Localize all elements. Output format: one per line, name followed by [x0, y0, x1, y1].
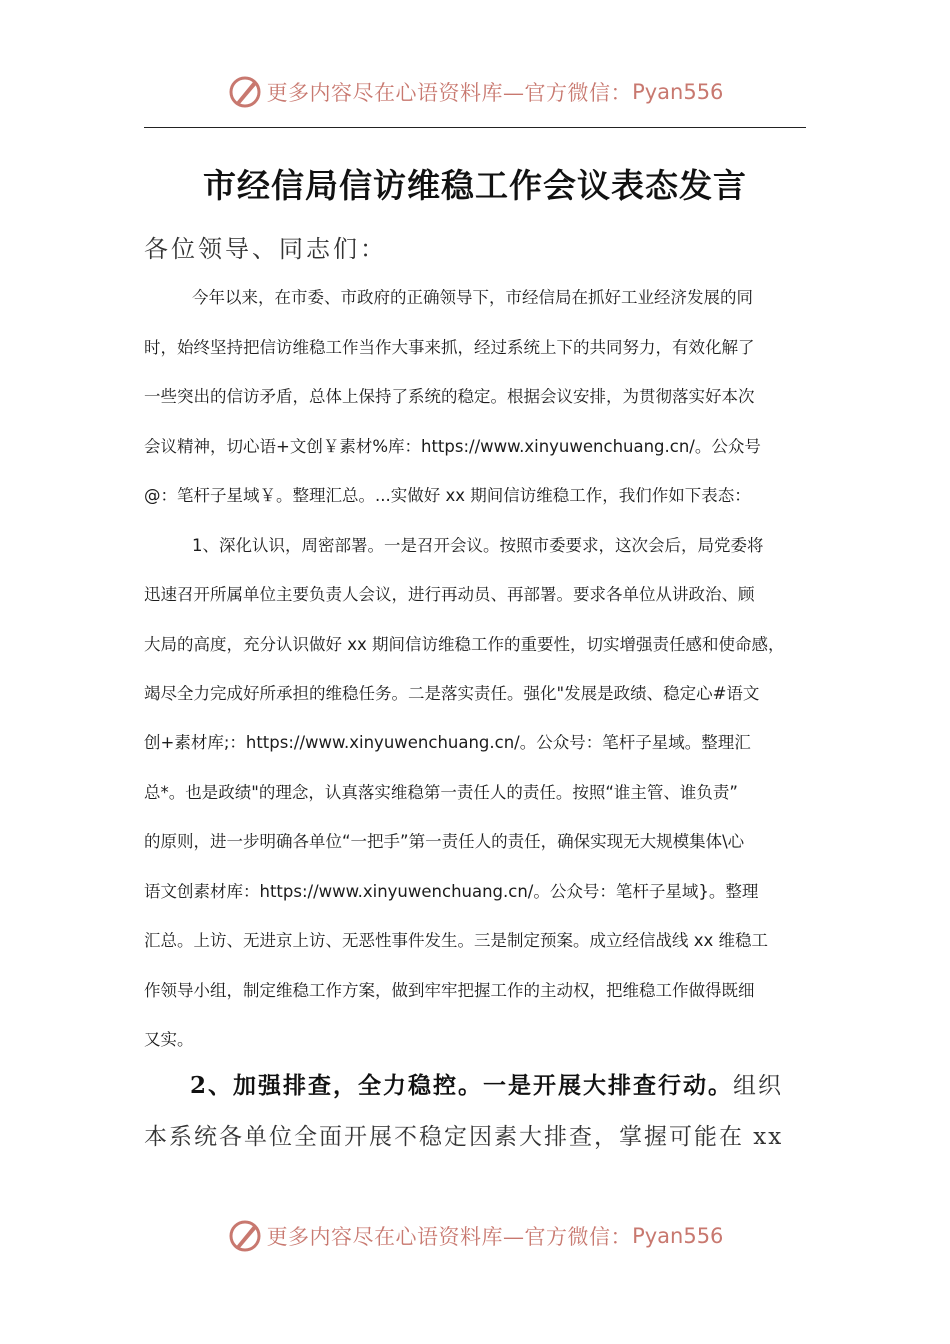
- paragraph-line: 今年以来，在市委、市政府的正确领导下，市经信局在抓好工业经济发展的同: [192, 288, 753, 307]
- watermark-wechat-id: Pyan556: [632, 1224, 724, 1248]
- paragraph-line: 总*。也是政绩"的理念，认真落实维稳第一责任人的责任。按照“谁主管、谁负责”: [144, 783, 738, 802]
- header-divider: [144, 127, 806, 128]
- section-2-heading-line: [144, 1066, 812, 1106]
- paragraph-line: 的原则，进一步明确各单位“一把手”第一责任人的责任，确保实现无大规模集体\心: [144, 832, 745, 851]
- watermark-text: 更多内容尽在心语资料库—官方微信：: [266, 81, 633, 105]
- watermark-wechat-id: Pyan556: [632, 80, 724, 104]
- paragraph-line: 作领导小组，制定维稳工作方案，做到牢牢把握工作的主动权，把维稳工作做得既细: [144, 981, 755, 1000]
- quill-pen-logo-icon: [227, 74, 263, 110]
- header-watermark: [0, 70, 950, 114]
- paragraph-line: 时，始终坚持把信访维稳工作当作大事来抓，经过系统上下的共同努力，有效化解了: [144, 338, 755, 357]
- section-2-line: 本系统各单位全面开展不稳定因素大排查，掌握可能在 xx: [144, 1124, 784, 1150]
- watermark-text: 更多内容尽在心语资料库—官方微信：: [266, 1225, 633, 1249]
- section-2-heading: 2、加强排查，全力稳控。一是开展大排查行动。: [190, 1072, 734, 1099]
- document-title: 市经信局信访维稳工作会议表态发言: [203, 166, 747, 205]
- paragraph-line: 又实。: [144, 1030, 194, 1049]
- salutation: 各位领导、同志们：: [144, 235, 387, 263]
- paragraph-line: 迅速召开所属单位主要负责人会议，进行再动员、再部署。要求各单位从讲政治、顾: [144, 585, 755, 604]
- paragraph-line: 大局的高度，充分认识做好 xx 期间信访维稳工作的重要性，切实增强责任感和使命感，: [144, 635, 785, 654]
- footer-watermark: [0, 1214, 950, 1258]
- quill-pen-logo-icon: [227, 1218, 263, 1254]
- paragraph-line: 会议精神，切心语+文创￥素材%库：https://www.xinyuwenchuang.cn/。公众号: [144, 437, 761, 456]
- paragraph-line: 一些突出的信访矛盾，总体上保持了系统的稳定。根据会议安排，为贯彻落实好本次: [144, 387, 755, 406]
- paragraph-line: 1、深化认识，周密部署。一是召开会议。按照市委要求，这次会后，局党委将: [192, 536, 764, 555]
- paragraph-line: 语文创素材库：https://www.xinyuwenchuang.cn/。公众号：笔杆子星域}。整理: [144, 882, 759, 901]
- paragraph-line: 创+素材库;：https://www.xinyuwenchuang.cn/。公众号：笔杆子星域。整理汇: [144, 733, 751, 752]
- paragraph-line: 竭尽全力完成好所承担的维稳任务。二是落实责任。强化"发展是政绩、稳定心#语文: [144, 684, 760, 703]
- paragraph-line: @：笔杆子星域￥。整理汇总。...实做好 xx 期间信访维稳工作，我们作如下表态：: [144, 486, 751, 505]
- paragraph-line: 汇总。上访、无进京上访、无恶性事件发生。三是制定预案。成立经信战线 xx 维稳工: [144, 931, 769, 950]
- section-2-tail: 组织: [733, 1073, 784, 1099]
